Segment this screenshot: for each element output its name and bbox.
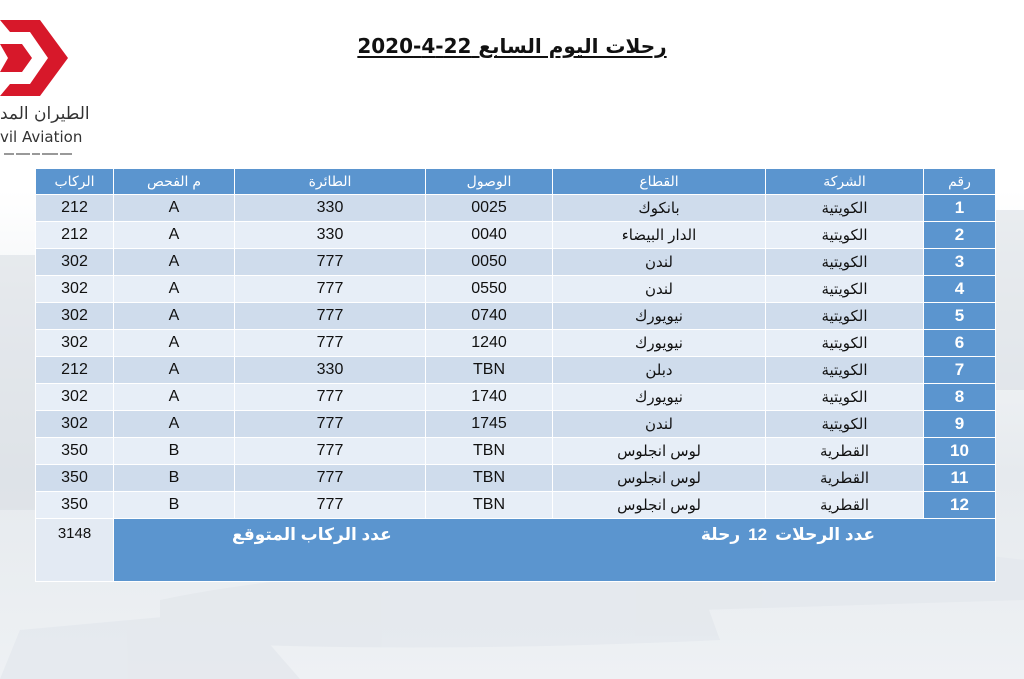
row-sector: لوس انجلوس [553,492,766,519]
row-number: 6 [924,330,996,357]
row-number: 7 [924,357,996,384]
row-arrival: 1745 [426,411,553,438]
row-airline: الكويتية [766,195,924,222]
row-sector: لوس انجلوس [553,438,766,465]
row-arrival: 0025 [426,195,553,222]
row-check: A [114,330,235,357]
row-sector: لندن [553,249,766,276]
row-number: 5 [924,303,996,330]
header-airline: الشركة [766,169,924,195]
row-number: 4 [924,276,996,303]
row-passengers: 302 [36,411,114,438]
row-aircraft: 330 [235,222,426,249]
row-sector: لندن [553,276,766,303]
row-aircraft: 777 [235,249,426,276]
flights-count-unit: رحلة [700,525,741,544]
row-check: A [114,222,235,249]
row-passengers: 212 [36,222,114,249]
row-airline: الكويتية [766,249,924,276]
chevron-logo-icon [0,14,80,102]
summary-row [36,519,996,582]
row-sector: نيويورك [553,303,766,330]
row-arrival: 0550 [426,276,553,303]
row-number: 12 [924,492,996,519]
row-airline: الكويتية [766,411,924,438]
row-check: B [114,438,235,465]
header-check: م الفحص [114,169,235,195]
table-row [36,222,996,249]
logo-english-text: vil Aviation [0,128,83,146]
row-sector: لندن [553,411,766,438]
row-arrival: 1240 [426,330,553,357]
table-row [36,465,996,492]
row-sector: نيويورك [553,384,766,411]
row-airline: الكويتية [766,303,924,330]
row-check: B [114,465,235,492]
header-sector: القطاع [553,169,766,195]
table-header-row [36,169,996,195]
row-number: 2 [924,222,996,249]
row-arrival: TBN [426,438,553,465]
row-aircraft: 777 [235,330,426,357]
row-aircraft: 330 [235,195,426,222]
row-passengers: 212 [36,195,114,222]
row-check: A [114,384,235,411]
table-row [36,249,996,276]
row-passengers: 302 [36,303,114,330]
row-airline: الكويتية [766,384,924,411]
table-row [36,438,996,465]
table-row [36,330,996,357]
table-row [36,195,996,222]
table-row [36,384,996,411]
row-arrival: TBN [426,492,553,519]
row-aircraft: 777 [235,411,426,438]
row-aircraft: 777 [235,276,426,303]
header-passengers: الركاب [36,169,114,195]
row-arrival: 1740 [426,384,553,411]
page-title: رحلات اليوم السابع 22-4-2020 [357,34,667,58]
flights-count-summary [701,525,875,545]
row-check: A [114,303,235,330]
flights-table [35,168,996,582]
row-check: A [114,276,235,303]
table-row [36,411,996,438]
row-number: 3 [924,249,996,276]
header-aircraft: الطائرة [235,169,426,195]
row-aircraft: 330 [235,357,426,384]
row-airline: القطرية [766,438,924,465]
row-airline: الكويتية [766,330,924,357]
row-arrival: 0040 [426,222,553,249]
logo-tagline-graphic [4,151,74,159]
row-check: A [114,411,235,438]
table-row [36,276,996,303]
row-sector: الدار البيضاء [553,222,766,249]
header-arrival: الوصول [426,169,553,195]
row-passengers: 302 [36,330,114,357]
row-airline: القطرية [766,465,924,492]
row-check: A [114,357,235,384]
header-number: رقم [924,169,996,195]
expected-passengers-label: عدد الركاب المتوقع [232,525,392,544]
row-aircraft: 777 [235,465,426,492]
row-airline: الكويتية [766,357,924,384]
row-arrival: 0050 [426,249,553,276]
row-sector: بانكوك [553,195,766,222]
row-arrival: TBN [426,465,553,492]
row-passengers: 212 [36,357,114,384]
row-sector: دبلن [553,357,766,384]
row-number: 11 [924,465,996,492]
row-check: A [114,195,235,222]
table-row [36,303,996,330]
row-sector: لوس انجلوس [553,465,766,492]
row-passengers: 302 [36,384,114,411]
row-airline: الكويتية [766,222,924,249]
row-number: 1 [924,195,996,222]
row-aircraft: 777 [235,438,426,465]
row-airline: الكويتية [766,276,924,303]
flights-count-label: عدد الرحلات [775,525,875,544]
row-passengers: 302 [36,249,114,276]
row-passengers: 350 [36,438,114,465]
row-passengers: 350 [36,465,114,492]
expected-passengers-total: 3148 [36,519,114,582]
row-arrival: TBN [426,357,553,384]
logo-arabic-text: الطيران المد [0,104,90,124]
row-number: 10 [924,438,996,465]
row-aircraft: 777 [235,492,426,519]
row-sector: نيويورك [553,330,766,357]
row-aircraft: 777 [235,384,426,411]
table-row [36,492,996,519]
row-check: A [114,249,235,276]
row-arrival: 0740 [426,303,553,330]
row-number: 8 [924,384,996,411]
row-passengers: 302 [36,276,114,303]
row-number: 9 [924,411,996,438]
summary-cell [114,519,996,582]
row-passengers: 350 [36,492,114,519]
row-airline: القطرية [766,492,924,519]
row-aircraft: 777 [235,303,426,330]
flights-count-value: 12 [748,525,768,544]
row-check: B [114,492,235,519]
table-row [36,357,996,384]
